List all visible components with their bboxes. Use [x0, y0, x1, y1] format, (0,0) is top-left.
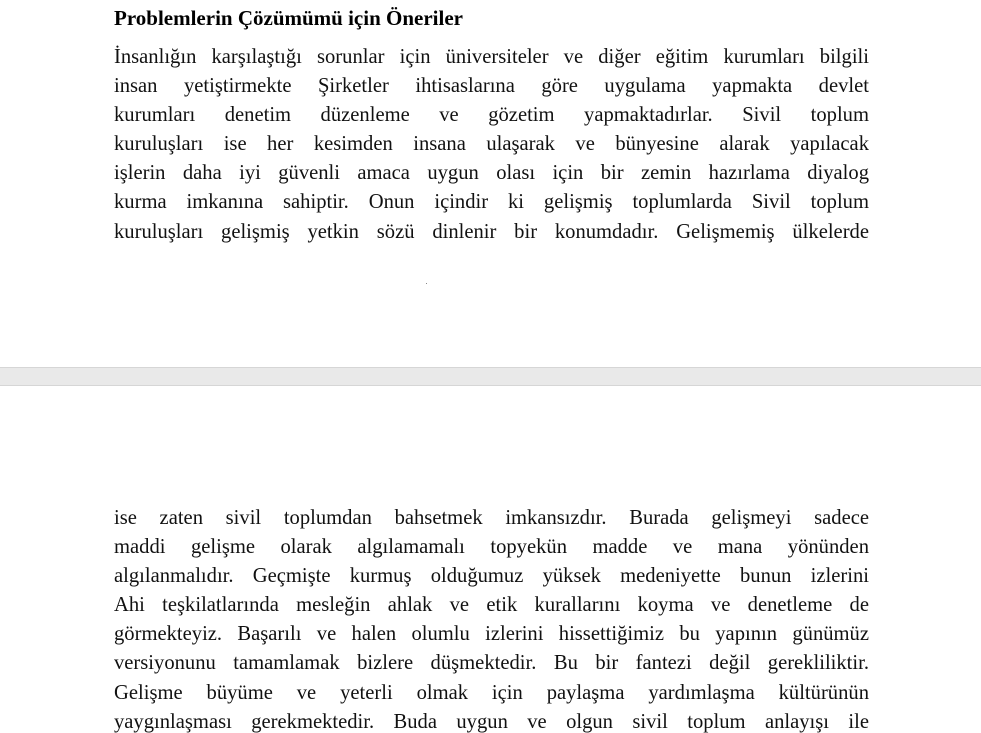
paragraph-line: algılanmalıdır. Geçmişte kurmuş olduğumuz yüksek medeniyette bunun izlerini: [114, 565, 869, 588]
stray-dot-mark: [426, 283, 427, 284]
paragraph-line: insan yetiştirmekte Şirketler ihtisaslarına göre uygulama yapmakta devlet: [114, 75, 869, 98]
paragraph-line: kuruluşları ise her kesimden insana ulaşarak ve bünyesine alarak yapılacak: [114, 133, 869, 156]
paragraph-line: yaygınlaşması gerekmektedir. Buda uygun ve olgun sivil toplum anlayışı ile: [114, 710, 869, 733]
paragraph-line: Gelişme büyüme ve yeterli olmak için paylaşma yardımlaşma kültürünün: [114, 681, 869, 704]
paragraph-line: Ahi teşkilatlarında mesleğin ahlak ve etik kurallarını koyma ve denetleme de: [114, 594, 869, 617]
paragraph-line: işlerin daha iyi güvenli amaca uygun olası için bir zemin hazırlama diyalog: [114, 162, 869, 185]
page-break-gap: [0, 367, 981, 386]
page-1-paragraph: [114, 43, 869, 247]
paragraph-line: versiyonunu tamamlamak bizlere düşmektedir. Bu bir fantezi değil gerekliliktir.: [114, 652, 869, 675]
paragraph-line: görmekteyiz. Başarılı ve halen olumlu izlerini hissettiğimiz bu yapının günümüz: [114, 623, 869, 646]
paragraph-line: maddi gelişme olarak algılamamalı topyekün madde ve mana yönünden: [114, 536, 869, 559]
document-page-2[interactable]: [0, 386, 981, 733]
paragraph-line: İnsanlığın karşılaştığı sorunlar için üniversiteler ve diğer eğitim kurumları bilgili: [114, 46, 869, 68]
section-heading: Problemlerin Çözümümü için Öneriler: [114, 6, 463, 30]
paragraph-line: ise zaten sivil toplumdan bahsetmek imkansızdır. Burada gelişmeyi sadece: [114, 507, 869, 529]
page-2-paragraph: [114, 504, 869, 733]
paragraph-line: kurma imkanına sahiptir. Onun içindir ki gelişmiş toplumlarda Sivil toplum: [114, 191, 869, 214]
paragraph-line: kuruluşları gelişmiş yetkin sözü dinlenir bir konumdadır. Gelişmemiş ülkelerde: [114, 220, 869, 243]
paragraph-line: kurumları denetim düzenleme ve gözetim yapmaktadırlar. Sivil toplum: [114, 104, 869, 127]
